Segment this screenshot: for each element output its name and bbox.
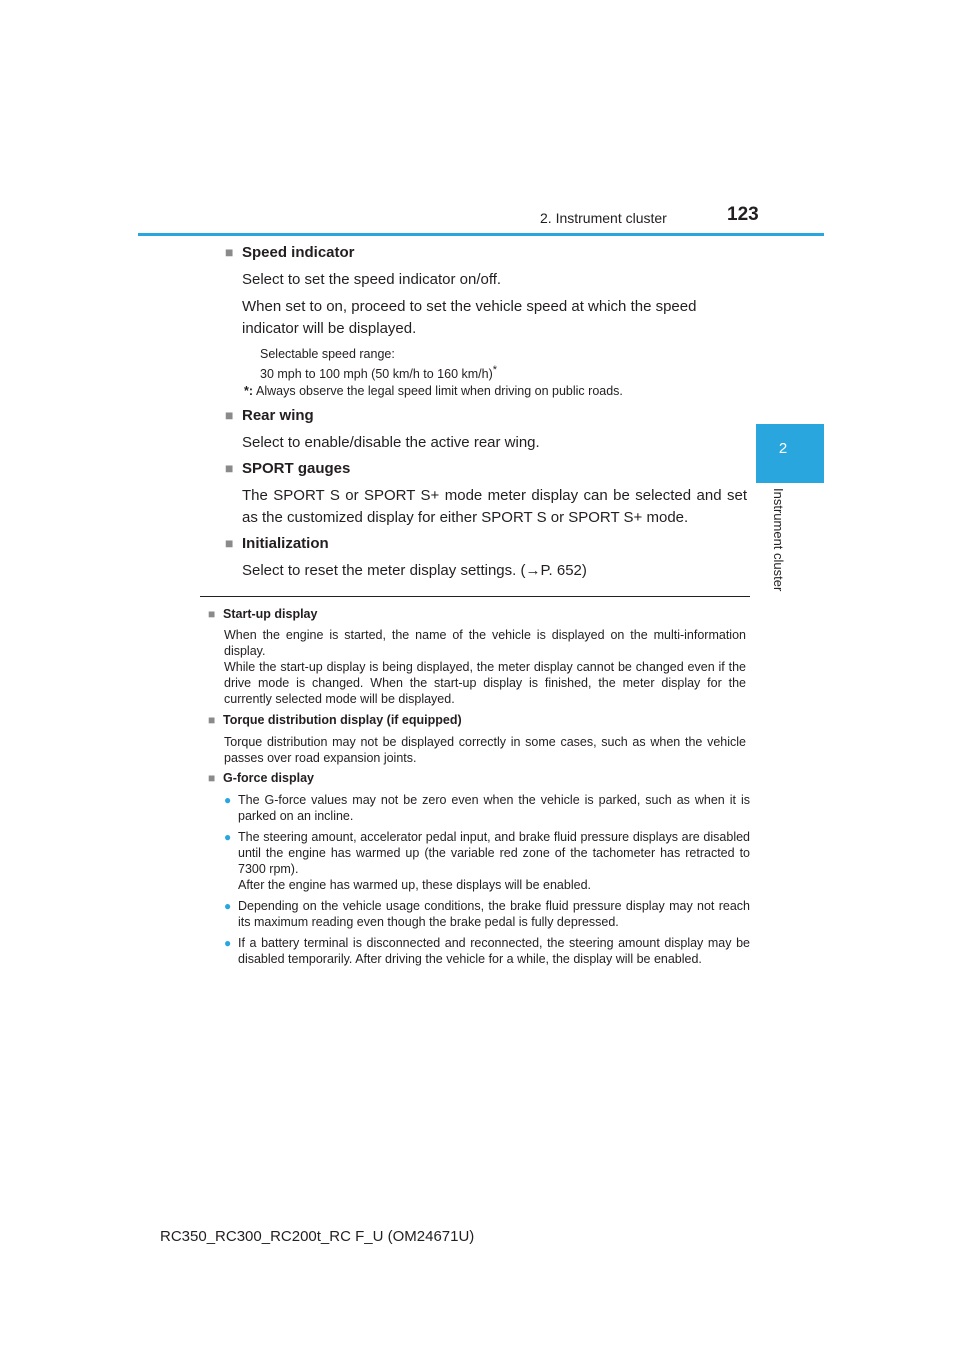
item-title-initialization: ■ Initialization — [225, 535, 329, 552]
item-text: The SPORT S or SPORT S+ mode meter display can be selected and set as the customized display for either SPORT S or SPORT S+ mode. — [242, 487, 747, 526]
square-bullet-icon: ■ — [225, 244, 234, 260]
note-title-gforce: ■ G-force display — [208, 771, 314, 785]
circle-bullet-icon: ● — [224, 793, 232, 807]
square-bullet-icon: ■ — [225, 535, 234, 551]
square-bullet-icon: ■ — [208, 713, 216, 727]
square-bullet-icon: ■ — [208, 771, 216, 785]
note-bullet: The G-force values may not be zero even when the vehicle is parked, such as when it is parked on an incline. — [238, 793, 750, 823]
footer-model: RC350_RC300_RC200t_RC F_U (OM24671U) — [160, 1228, 475, 1245]
square-bullet-icon: ■ — [225, 460, 234, 476]
item-text: Select to set the speed indicator on/off. — [242, 271, 502, 288]
circle-bullet-icon: ● — [224, 830, 232, 844]
note-bullet: Depending on the vehicle usage conditions, the brake fluid pressure display may not reach its maximum reading even though the brake pedal is fully depressed. — [238, 899, 750, 929]
chapter-label: Instrument cluster — [771, 488, 786, 592]
note-text: Torque distribution may not be displayed correctly in some cases, such as when the vehicle passes over road expansion joints. — [224, 735, 746, 765]
note-title-startup: ■ Start-up display — [208, 607, 318, 621]
item-title-speed-indicator: ■ Speed indicator — [225, 244, 355, 261]
note-text: When the engine is started, the name of the vehicle is displayed on the multi-information display. — [224, 628, 746, 658]
circle-bullet-icon: ● — [224, 936, 232, 950]
page-number: 123 — [727, 204, 759, 225]
footnote: *: Always observe the legal speed limit when driving on public roads. — [244, 384, 623, 398]
chapter-number: 2 — [778, 440, 788, 457]
note-text: While the start-up display is being displayed, the meter display cannot be changed even if the drive mode is changed. When the start-up display is finished, the meter display for the currently selected mode will be displayed. — [224, 660, 746, 706]
section-title: 2. Instrument cluster — [540, 210, 667, 226]
note-bullet: The steering amount, accelerator pedal input, and brake fluid pressure displays are disabled until the engine has warmed up (the variable red zone of the tachometer has retracted to 7300 rpm). — [238, 830, 750, 876]
square-bullet-icon: ■ — [225, 407, 234, 423]
item-title-rear-wing: ■ Rear wing — [225, 407, 314, 424]
note-bullet: If a battery terminal is disconnected and reconnected, the steering amount display may be disabled temporarily. After driving the vehicle for a while, the display will be enabled. — [238, 936, 750, 966]
header-rule — [138, 233, 824, 236]
item-text: Select to reset the meter display settings. (→P. 652) — [242, 562, 587, 579]
item-text: Select to enable/disable the active rear wing. — [242, 434, 540, 451]
circle-bullet-icon: ● — [224, 899, 232, 913]
note-title-torque: ■ Torque distribution display (if equipped) — [208, 713, 462, 727]
speed-range-label: Selectable speed range: — [260, 347, 395, 361]
section-divider — [200, 596, 750, 597]
square-bullet-icon: ■ — [208, 607, 216, 621]
speed-range-value: 30 mph to 100 mph (50 km/h to 160 km/h)* — [260, 364, 498, 382]
item-text: When set to on, proceed to set the vehicle speed at which the speed indicator will be displayed. — [242, 298, 697, 337]
note-bullet-continuation: After the engine has warmed up, these displays will be enabled. — [238, 878, 591, 892]
item-title-sport-gauges: ■ SPORT gauges — [225, 460, 351, 477]
